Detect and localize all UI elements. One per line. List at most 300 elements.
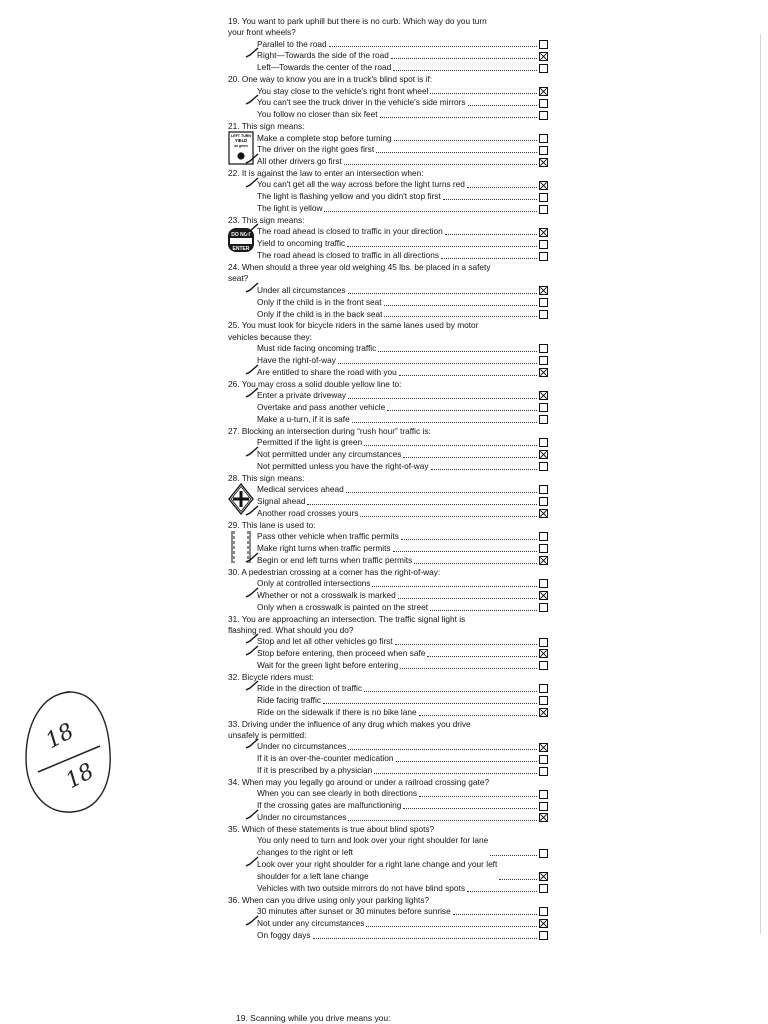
- checkbox[interactable]: [539, 205, 548, 214]
- answer-option[interactable]: [257, 707, 548, 719]
- dot-leader: [403, 808, 537, 809]
- dot-leader: [364, 691, 537, 692]
- answer-text: You only need to turn and look over your right shoulder for lane changes to the right or left: [257, 835, 489, 858]
- checkbox-checked[interactable]: [539, 228, 548, 237]
- checkbox[interactable]: [539, 415, 548, 424]
- checkbox[interactable]: [539, 544, 548, 553]
- checkbox[interactable]: [539, 497, 548, 506]
- center-turn-lane-icon: [228, 529, 254, 565]
- dot-leader: [347, 246, 537, 247]
- answer-option[interactable]: [257, 800, 548, 812]
- answer-text: Must ride facing oncoming traffic: [257, 342, 377, 353]
- answer-option[interactable]: [257, 39, 548, 51]
- checkbox-checked[interactable]: [539, 649, 548, 658]
- question-number: 20.: [228, 74, 240, 85]
- answer-text: The light is flashing yellow and you didn't stop first: [257, 191, 441, 202]
- answer-text: Under all circumstances: [257, 284, 346, 295]
- checkbox[interactable]: [539, 684, 548, 693]
- checkbox-checked[interactable]: [539, 708, 548, 717]
- dot-leader: [414, 563, 537, 564]
- answer-option[interactable]: [257, 484, 548, 496]
- checkbox-checked[interactable]: [539, 87, 548, 96]
- answer-option[interactable]: [257, 285, 548, 297]
- test-sheet: [228, 16, 548, 942]
- question-32: [228, 672, 548, 719]
- answer-options: [257, 741, 548, 777]
- checkbox[interactable]: [539, 532, 548, 541]
- dot-leader: [403, 457, 537, 458]
- answer-text: Stop before entering, then proceed when safe: [257, 647, 426, 658]
- answer-option[interactable]: [257, 414, 548, 426]
- checkbox[interactable]: [539, 344, 548, 353]
- question-28: [228, 473, 548, 520]
- dot-leader: [346, 492, 537, 493]
- answer-option[interactable]: [257, 109, 548, 121]
- question-text: [228, 262, 548, 285]
- checkbox[interactable]: [539, 252, 548, 261]
- dot-leader: [393, 551, 537, 552]
- dot-leader: [427, 656, 537, 657]
- sign-column: [228, 133, 257, 169]
- answer-option[interactable]: [257, 930, 548, 942]
- question-text: [228, 520, 548, 531]
- question-36: [228, 895, 548, 942]
- checkbox[interactable]: [539, 931, 548, 940]
- dot-leader: [419, 715, 537, 716]
- answer-text: Whether or not a crosswalk is marked: [257, 589, 396, 600]
- answer-option[interactable]: [257, 859, 548, 883]
- answer-option[interactable]: [257, 86, 548, 98]
- checkbox[interactable]: [539, 64, 548, 73]
- checkbox-checked[interactable]: [539, 368, 548, 377]
- dot-leader: [391, 58, 537, 59]
- question-prompt: You must look for bicycle riders in the same lanes used by motor vehicles because they:: [228, 320, 479, 342]
- checkbox-checked[interactable]: [539, 919, 548, 928]
- answer-text: Only when a crosswalk is painted on the street: [257, 601, 429, 612]
- answer-text: Yield to oncoming traffic: [257, 238, 346, 249]
- answer-option[interactable]: [257, 226, 548, 238]
- answer-option[interactable]: [257, 144, 548, 156]
- checkbox[interactable]: [539, 638, 548, 647]
- checkbox[interactable]: [539, 310, 548, 319]
- checkbox[interactable]: [539, 907, 548, 916]
- answer-text: Not permitted under any circumstances: [257, 448, 402, 459]
- answer-options: [257, 531, 548, 567]
- question-30: [228, 567, 548, 614]
- answer-option[interactable]: [257, 238, 548, 250]
- answer-option[interactable]: [257, 508, 548, 520]
- dot-leader: [378, 351, 537, 352]
- dot-leader: [374, 773, 537, 774]
- answer-option[interactable]: [257, 50, 548, 62]
- question-prompt: This sign means:: [241, 215, 305, 226]
- question-33: [228, 719, 548, 777]
- checkbox[interactable]: [539, 111, 548, 120]
- answer-option[interactable]: [257, 636, 548, 648]
- answer-option[interactable]: [257, 531, 548, 543]
- answer-text: Not under any circumstances: [257, 917, 365, 928]
- checkbox-checked[interactable]: [539, 509, 548, 518]
- checkbox[interactable]: [539, 40, 548, 49]
- checkbox-checked[interactable]: [539, 813, 548, 822]
- dot-leader: [467, 891, 537, 892]
- answer-text: You stay close to the vehicle's right front wheel: [257, 85, 429, 96]
- question-prompt: Bicycle riders must:: [241, 671, 314, 682]
- question-number: 34.: [228, 777, 240, 788]
- dot-leader: [384, 305, 537, 306]
- question-prompt: When can you drive using only your parking lights?: [241, 894, 430, 905]
- question-number: 21.: [228, 121, 240, 132]
- answer-text: Ride facing traffic: [257, 694, 321, 705]
- checkbox[interactable]: [539, 438, 548, 447]
- question-24: [228, 262, 548, 320]
- checkbox-checked[interactable]: [539, 181, 548, 190]
- answer-option[interactable]: [257, 156, 548, 168]
- question-prompt: When should a three year old weighing 45 lbs. be placed in a safety seat?: [228, 262, 491, 284]
- dot-leader: [352, 422, 537, 423]
- question-number: 36.: [228, 894, 240, 905]
- sign-column: [228, 531, 257, 567]
- answer-option[interactable]: [257, 812, 548, 824]
- question-29: [228, 520, 548, 567]
- question-text: [228, 379, 548, 390]
- answer-option[interactable]: [257, 883, 548, 895]
- crossroad-warning-sign-icon: [228, 482, 254, 516]
- answer-options: [257, 390, 548, 426]
- answer-text: You can't get all the way across before the light turns red: [257, 179, 465, 190]
- checkbox[interactable]: [539, 298, 548, 307]
- answer-text: Ride on the sidewalk if there is no bike lane: [257, 706, 417, 717]
- answer-text: Enter a private driveway: [257, 389, 347, 400]
- answer-option[interactable]: [257, 543, 548, 555]
- checkbox[interactable]: [539, 802, 548, 811]
- answer-text: Not permitted unless you have the right-of-way: [257, 460, 429, 471]
- answer-text: Only if the child is in the back seat: [257, 308, 383, 319]
- question-number: 30.: [228, 566, 240, 577]
- checkbox[interactable]: [539, 462, 548, 471]
- sign-and-options: [228, 531, 548, 567]
- dot-leader: [384, 316, 537, 317]
- answer-text: When you can see clearly in both directions: [257, 788, 418, 799]
- answer-text: Only if the child is in the front seat: [257, 296, 382, 307]
- answer-text: Left—Towards the center of the road: [257, 62, 392, 73]
- dot-leader: [499, 879, 537, 880]
- answer-text: Only at controlled intersections: [257, 577, 371, 588]
- question-26: [228, 379, 548, 426]
- checkbox[interactable]: [539, 884, 548, 893]
- dot-leader: [324, 211, 537, 212]
- question-prompt: This sign means:: [241, 472, 305, 483]
- answer-text: Right—Towards the side of the road: [257, 50, 389, 61]
- dot-leader: [445, 234, 537, 235]
- dot-leader: [400, 668, 537, 669]
- question-text: [228, 473, 548, 484]
- question-34: [228, 777, 548, 824]
- answer-text: Another road crosses yours: [257, 507, 359, 518]
- answer-option[interactable]: [257, 309, 548, 321]
- answer-text: Wait for the green light before entering: [257, 659, 399, 670]
- checkbox[interactable]: [539, 849, 548, 858]
- answer-text: If it is an over-the-counter medication: [257, 753, 394, 764]
- checkbox-checked[interactable]: [539, 450, 548, 459]
- dot-leader: [396, 761, 537, 762]
- question-21: [228, 121, 548, 168]
- question-20: [228, 74, 548, 121]
- question-prompt: One way to know you are in a truck's blind spot is if:: [241, 74, 433, 85]
- question-number: 24.: [228, 262, 240, 273]
- answer-option[interactable]: [257, 367, 548, 379]
- dot-leader: [338, 363, 537, 364]
- question-prompt: Driving under the influence of any drug which makes you drive unsafely is permitted:: [228, 718, 471, 741]
- question-prompt: You want to park uphill but there is no curb. Which way do you turn your front wheels?: [228, 16, 487, 38]
- answer-text: You can't see the truck driver in the vehicle's side mirrors: [257, 97, 466, 108]
- answer-options: [257, 343, 548, 379]
- question-22: [228, 168, 548, 215]
- checkbox[interactable]: [539, 790, 548, 799]
- checkbox-checked[interactable]: [539, 52, 548, 61]
- sign-and-options: [228, 226, 548, 262]
- answer-options: [257, 578, 548, 614]
- checkbox[interactable]: [539, 193, 548, 202]
- answer-options: [257, 86, 548, 122]
- answer-text: 30 minutes after sunset or 30 minutes before sunrise: [257, 906, 451, 917]
- dot-leader: [387, 410, 537, 411]
- answer-option[interactable]: [257, 496, 548, 508]
- answer-text: Are entitled to share the road with you: [257, 366, 397, 377]
- answer-text: Begin or end left turns when traffic permits: [257, 554, 413, 565]
- question-text: [228, 215, 548, 226]
- checkbox-checked[interactable]: [539, 391, 548, 400]
- checkbox[interactable]: [539, 146, 548, 155]
- answer-options: [257, 226, 548, 262]
- question-text: [228, 426, 548, 437]
- answer-text: If it is prescribed by a physician: [257, 765, 373, 776]
- answer-text: All other drivers go first: [257, 156, 342, 167]
- sign-column: [228, 484, 257, 520]
- question-number: 19.: [228, 16, 240, 26]
- answer-options: [257, 437, 548, 473]
- dot-leader: [393, 70, 537, 71]
- answer-option[interactable]: [257, 250, 548, 262]
- dot-leader: [366, 926, 537, 927]
- dot-leader: [394, 140, 537, 141]
- question-number: 28.: [228, 472, 240, 483]
- question-text: [228, 74, 548, 85]
- checkbox[interactable]: [539, 356, 548, 365]
- question-text: [228, 16, 548, 39]
- answer-text: On foggy days: [257, 929, 311, 940]
- answer-text: Vehicles with two outside mirrors do not have blind spots: [257, 882, 465, 893]
- dot-leader: [490, 855, 537, 856]
- dot-leader: [323, 703, 537, 704]
- checkbox[interactable]: [539, 767, 548, 776]
- answer-option[interactable]: [257, 191, 548, 203]
- question-text: [228, 895, 548, 906]
- answer-option[interactable]: [257, 683, 548, 695]
- answer-text: Make right turns when traffic permits: [257, 542, 391, 553]
- dot-leader: [348, 293, 537, 294]
- checkbox[interactable]: [539, 134, 548, 143]
- checkbox-checked[interactable]: [539, 556, 548, 565]
- dot-leader: [399, 375, 537, 376]
- sign-and-options: [228, 484, 548, 520]
- answer-text: The road ahead is closed to traffic in your direction: [257, 226, 443, 237]
- answer-options: [257, 285, 548, 321]
- question-number: 35.: [228, 823, 240, 834]
- dot-leader: [380, 117, 537, 118]
- answer-option[interactable]: [257, 660, 548, 672]
- question-text: [228, 168, 548, 179]
- answer-option[interactable]: [257, 788, 548, 800]
- dot-leader: [360, 516, 537, 517]
- answer-option[interactable]: [257, 906, 548, 918]
- checkbox[interactable]: [539, 696, 548, 705]
- checkbox[interactable]: [539, 603, 548, 612]
- dot-leader: [401, 539, 537, 540]
- question-19: [228, 16, 548, 74]
- answer-option[interactable]: [257, 133, 548, 145]
- checkbox-checked[interactable]: [539, 591, 548, 600]
- checkbox[interactable]: [539, 99, 548, 108]
- question-prompt: It is against the law to enter an intersection when:: [241, 168, 424, 179]
- answer-options: [257, 788, 548, 824]
- question-number: 32.: [228, 671, 240, 682]
- question-prompt: You are approaching an intersection. The traffic signal light is flashing red. What should you do?: [228, 613, 466, 635]
- answer-option[interactable]: [257, 578, 548, 590]
- answer-option[interactable]: [257, 835, 548, 859]
- checkbox-checked[interactable]: [539, 158, 548, 167]
- score-numerator: 18: [41, 718, 79, 755]
- question-text: [228, 672, 548, 683]
- question-text: [228, 121, 548, 132]
- question-text: [228, 719, 548, 742]
- checkbox[interactable]: [539, 485, 548, 494]
- answer-option[interactable]: [257, 590, 548, 602]
- dot-leader: [453, 914, 537, 915]
- dot-leader: [307, 504, 537, 505]
- question-text: [228, 567, 548, 578]
- answer-text: Under no circumstances: [257, 741, 347, 752]
- score-circle: [20, 686, 116, 820]
- answer-option[interactable]: [257, 695, 548, 707]
- answer-option[interactable]: [257, 648, 548, 660]
- answer-text: Stop and let all other vehicles go first: [257, 636, 393, 647]
- answer-options: [257, 180, 548, 216]
- checkbox[interactable]: [539, 403, 548, 412]
- question-prompt: Which of these statements is true about blind spots?: [241, 823, 435, 834]
- answer-option[interactable]: [257, 449, 548, 461]
- checkbox-checked[interactable]: [539, 743, 548, 752]
- answer-option[interactable]: [257, 753, 548, 765]
- dot-leader: [468, 105, 537, 106]
- question-prompt: A pedestrian crossing at a corner has the right-of-way:: [241, 566, 441, 577]
- question-prompt: Blocking an intersection during “rush hour” traffic is:: [241, 425, 431, 436]
- answer-text: Permitted if the light is green: [257, 436, 363, 447]
- answer-option[interactable]: [257, 343, 548, 355]
- sign-and-options: [228, 133, 548, 169]
- answer-option[interactable]: [257, 97, 548, 109]
- answer-option[interactable]: [257, 765, 548, 777]
- answer-options: [257, 906, 548, 942]
- question-prompt: This lane is used to:: [241, 519, 316, 530]
- checkbox[interactable]: [539, 240, 548, 249]
- dot-leader: [348, 398, 537, 399]
- question-text: [228, 614, 548, 637]
- left-turn-yield-sign-icon: [228, 131, 254, 165]
- dot-leader: [344, 164, 537, 165]
- sign-column: [228, 226, 257, 262]
- dot-leader: [348, 820, 537, 821]
- answer-text: If the crossing gates are malfunctioning: [257, 800, 402, 811]
- sign-text-line: LEFT TURN: [231, 133, 251, 138]
- answer-text: Overtake and pass another vehicle: [257, 401, 386, 412]
- question-23: [228, 215, 548, 262]
- dot-leader: [441, 258, 537, 259]
- question-prompt: When may you legally go around or under a railroad crossing gate?: [241, 777, 490, 788]
- next-page-question: 19. Scanning while you drive means you:: [236, 1013, 391, 1023]
- checkbox[interactable]: [539, 579, 548, 588]
- answer-text: Medical services ahead: [257, 483, 344, 494]
- answer-option[interactable]: [257, 402, 548, 414]
- answer-option[interactable]: [257, 355, 548, 367]
- question-35: [228, 824, 548, 895]
- answer-option[interactable]: [257, 203, 548, 215]
- answer-text: Make a u-turn, if it is safe: [257, 413, 350, 424]
- dot-leader: [430, 610, 537, 611]
- answer-text: Look over your right shoulder for a right lane change and your left shoulder for a left lane change: [257, 859, 498, 881]
- answer-option[interactable]: [257, 461, 548, 473]
- answer-option[interactable]: [257, 918, 548, 930]
- question-prompt: This sign means:: [241, 121, 305, 132]
- answer-option[interactable]: [257, 555, 548, 567]
- question-number: 33.: [228, 718, 240, 729]
- sign-text-line: YIELD: [234, 137, 248, 143]
- answer-text: Parallel to the road: [257, 38, 327, 49]
- answer-option[interactable]: [257, 602, 548, 614]
- answer-options: [257, 39, 548, 75]
- checkbox-checked[interactable]: [539, 286, 548, 295]
- dot-leader: [376, 152, 537, 153]
- answer-text: Ride in the direction of traffic: [257, 683, 362, 694]
- question-text: [228, 320, 548, 343]
- dot-leader: [467, 187, 537, 188]
- question-text: [228, 777, 548, 788]
- answer-option[interactable]: [257, 62, 548, 74]
- answer-text: Signal ahead: [257, 495, 306, 506]
- answer-option[interactable]: [257, 180, 548, 192]
- answer-options: [257, 484, 548, 520]
- answer-options: [257, 133, 548, 169]
- answer-text: The road ahead is closed to traffic in all directions: [257, 250, 440, 261]
- question-prompt: You may cross a solid double yellow line to:: [241, 378, 402, 389]
- dot-leader: [313, 938, 537, 939]
- dot-leader: [430, 93, 537, 94]
- answer-option[interactable]: [257, 741, 548, 753]
- answer-option[interactable]: [257, 390, 548, 402]
- checkbox-checked[interactable]: [539, 872, 548, 881]
- dot-leader: [443, 199, 537, 200]
- answer-option[interactable]: [257, 297, 548, 309]
- checkbox[interactable]: [539, 755, 548, 764]
- question-number: 26.: [228, 378, 240, 389]
- answer-option[interactable]: [257, 437, 548, 449]
- question-number: 22.: [228, 168, 240, 179]
- checkbox[interactable]: [539, 661, 548, 670]
- dot-leader: [348, 749, 537, 750]
- score-circle-stroke: [20, 686, 116, 820]
- dot-leader: [431, 469, 537, 470]
- question-25: [228, 320, 548, 378]
